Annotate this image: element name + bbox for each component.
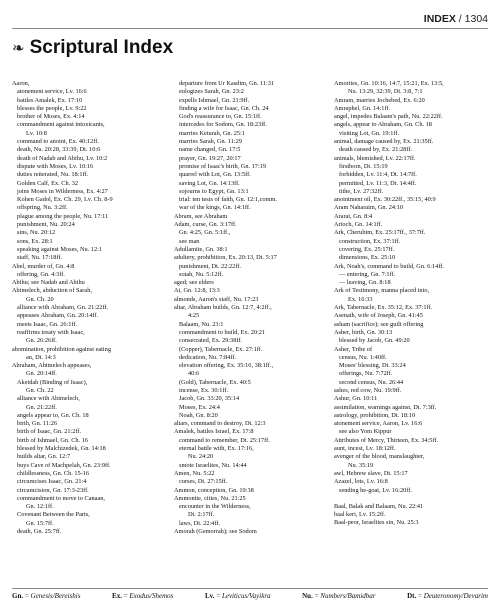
index-subentry: — leaving, Gn. 8:18	[339, 279, 391, 287]
index-subentry: Moses, Ex. 24:4	[179, 403, 220, 411]
index-subentry: Covenant Between the Parts,	[17, 511, 90, 519]
index-subentry: quarrel with Lot, Gn. 13:5ff.	[179, 171, 251, 179]
equals-sign: =	[121, 592, 130, 600]
index-subentry: sending he-goat, Lv. 16:20ff.	[339, 486, 412, 494]
index-subentry: Nu. 13:29, 32:39, Dt. 3:8, 7:1	[348, 88, 423, 96]
index-subentry: blesses the people, Lv. 9:22	[17, 104, 87, 112]
index-entry: Amram, marries Jochebed, Ex. 6:20	[334, 96, 425, 104]
index-entry: Abihu; see Nadab and Abihu	[12, 279, 85, 287]
index-subentry: Noah, Gn. 8:20	[179, 411, 218, 419]
index-entry: assimilation, warnings against, Dt. 7:3ff.	[334, 403, 437, 411]
abbreviation-item	[12, 592, 80, 600]
index-entry: astrology, prohibition, Dt. 18:10	[334, 411, 416, 419]
index-subentry: Gn. 15:7ff.	[26, 519, 54, 527]
index-subentry: (Copper), Tabernacle, Ex. 27:1ff.	[179, 345, 263, 353]
index-subentry: offerings, Nu. 7:72ff.	[339, 370, 393, 378]
index-subentry: saving Lot, Gn. 14:13ff.	[179, 179, 240, 187]
abbreviation-code: Lv.	[204, 592, 215, 600]
index-subentry: appeases Abraham, Gn. 20:14ff.	[17, 312, 99, 320]
index-entry: abomination, prohibition against eating	[12, 345, 111, 353]
page-separator: /	[458, 13, 465, 25]
index-subentry: death caused by, Ex. 21:28ff.	[339, 146, 413, 154]
index-subentry: blessed by Jacob, Gn. 49:20	[339, 337, 410, 345]
index-subentry: Gn. 12:1ff.	[26, 503, 54, 511]
index-subentry: marries Keturah, Gn. 25:1	[179, 129, 245, 137]
equals-sign: =	[214, 592, 222, 600]
index-subentry: sins, Nu. 20:12	[17, 229, 56, 237]
abbreviation-book-name: Exodus/Shemos	[129, 592, 174, 600]
index-column-left	[12, 80, 164, 580]
abbreviation-item	[112, 592, 173, 600]
index-entry: Asenath, wife of Joseph, Gn. 41:45	[334, 312, 423, 320]
index-subentry: encounter in the Wilderness,	[179, 503, 251, 511]
index-entry: Attributes of Mercy, Thirteen, Ex. 34:5ff.	[334, 436, 439, 444]
entry-gap	[334, 495, 488, 503]
running-head	[424, 13, 488, 25]
index-subentry: second census, Nu. 26:44	[339, 378, 404, 386]
index-entry: aunt, incest, Lv. 18:12ff.	[334, 445, 396, 453]
abbreviation-book-name: Genesis/Bereishis	[30, 592, 81, 600]
index-subentry: Gn. 21:22ff.	[26, 403, 57, 411]
fleuron-icon: ❧	[12, 39, 25, 57]
index-subentry: an, Dt. 14:3	[26, 353, 56, 361]
index-subentry: census, Nu. 1:40ff.	[339, 353, 387, 361]
index-subentry: Golden Calf, Ex. Ch. 32	[17, 179, 79, 187]
index-subentry: eulogizes Sarah, Gn. 23:2	[179, 88, 244, 96]
page-title	[12, 37, 173, 59]
index-subentry: commandment to move to Canaan,	[17, 494, 105, 502]
index-subentry: Dt. 2:17ff.	[188, 511, 215, 519]
index-subentry: death of Nadab and Abihu, Lv. 10:2	[17, 154, 108, 162]
page-title-text: Scriptural Index	[29, 37, 174, 58]
index-entry: Ark, Tabernacle, Ex. 35:12, Ex. 37:1ff.	[334, 304, 433, 312]
index-subentry: childlessness, Gn. Ch. 15-16	[17, 469, 90, 477]
index-subentry: offering, Gn. 4:3ff.	[17, 270, 65, 278]
index-subentry: dimensions, Ex. 25:10	[339, 254, 396, 262]
index-subentry: reaffirms treaty with Isaac,	[17, 328, 85, 336]
index-subentry: curses, Dt. 27:15ff.	[179, 478, 228, 486]
abbreviation-code: Gn.	[12, 592, 24, 600]
index-subentry: death, Gn. 25:7ff.	[17, 528, 62, 536]
index-subentry: brother of Moses, Ex. 4:14	[17, 113, 85, 121]
index-entry: Ark, Noah's, command to build, Gn. 6:14ff.	[334, 262, 444, 270]
index-subentry: meets Isaac, Gn. 26:1ff.	[17, 320, 78, 328]
index-subentry: eternal battle with, Ex. 17:16,	[179, 445, 254, 453]
index-subentry: finding a wife for Isaac, Gn. Ch. 24	[179, 104, 269, 112]
index-subentry: dedication, Nu. 7:84ff.	[179, 353, 237, 361]
index-subentry: Gn. 26:26ff.	[26, 337, 57, 345]
index-subentry: staff, Nu. 17:18ff.	[17, 254, 63, 262]
index-entry: baal keri, Lv. 15:2ff.	[334, 511, 386, 519]
index-subentry: Jacob, Gn. 33:20, 35:14	[179, 395, 240, 403]
index-subentry: incense, Ex. 30:1ff.	[179, 386, 229, 394]
index-subentry: sons, Ex. 28:1	[17, 237, 53, 245]
index-subentry: God's reassurance to, Gn. 15:1ff.	[179, 113, 262, 121]
index-entry: Amen, Nu. 5:22	[174, 469, 215, 477]
index-entry: altar, Abraham builds, Gn. 12:7, 4:2ff.,	[174, 304, 272, 312]
index-subentry: elevation offering, Ex. 35:16, 38:1ff.,	[179, 362, 274, 370]
index-entry: aged; see elders	[174, 279, 214, 287]
abbreviation-key	[12, 592, 488, 600]
index-entry: Aram Naharaim, Gn. 24:10	[334, 204, 404, 212]
index-subentry: name changed, Gn. 17:5	[179, 146, 241, 154]
index-subentry: marries Sarah, Gn. 11:29	[179, 138, 242, 146]
index-entry: Baal, Balak and Balaam, Nu. 22:41	[334, 502, 424, 510]
index-entry: Asher, Tribe of	[334, 345, 373, 353]
index-subentry: alliance with Abraham, Gn. 21:22ff.	[17, 304, 108, 312]
index-subentry: firstborn, Dt. 15:19	[339, 162, 388, 170]
index-columns	[12, 80, 488, 580]
index-subentry: Gn. Ch. 20	[26, 295, 54, 303]
index-entry: Abram, see Abraham	[174, 212, 228, 220]
index-subentry: forbidden, Lv. 11:4, Dt. 14:7ff.	[339, 171, 417, 179]
index-subentry: prayer, Gn. 19:27, 20:17	[179, 154, 241, 162]
index-subentry: atonement service, Lv. 16:6	[17, 88, 87, 96]
index-subentry: commandment against intoxicants,	[17, 121, 105, 129]
section-label: INDEX	[423, 13, 456, 25]
index-entry: Arioch, Gn. 14:1ff.	[334, 221, 383, 229]
index-subentry: offspring, Nu. 3:2ff.	[17, 204, 68, 212]
index-subentry: angels appear to, Gn. Ch. 18	[17, 411, 89, 419]
index-subentry: permitted, Lv. 11:3, Dt. 14:4ff.	[339, 179, 417, 187]
index-subentry: punishment, Dt. 22:22ff.	[179, 262, 241, 270]
index-entry: Baal-peor, Israelites sin, Nu. 25:3	[334, 519, 419, 527]
index-entry: Ai, Gn. 12:8, 13:3	[174, 287, 220, 295]
page-number: 1304	[464, 13, 488, 25]
index-entry: altars, command to destroy, Dt. 12:3	[174, 420, 266, 428]
index-entry: ashes, red cow, Nu. 19:9ff.	[334, 386, 402, 394]
index-subentry: 40:6	[188, 370, 200, 378]
index-subentry: see man	[179, 237, 200, 245]
equals-sign: =	[416, 592, 424, 600]
index-entry: Azazel, lots, Lv. 16:8	[334, 478, 388, 486]
index-entry: Abraham, Abimelech appeases,	[12, 362, 92, 370]
index-subentry: Moses' blessing, Dt. 33:24	[339, 362, 406, 370]
index-subentry: sotah, Nu. 5:12ff.	[179, 270, 224, 278]
index-entry: anointment oil, Ex. 30:22ff., 35:15, 40:9	[334, 196, 436, 204]
index-subentry: circumcises Isaac, Gn. 21:4	[17, 478, 87, 486]
index-entry: Amorah (Gemorrah); see Sodom	[174, 528, 257, 536]
header-rule	[12, 28, 488, 29]
index-column-middle	[174, 80, 324, 580]
abbreviation-book-name: Deuteronomy/Devarim	[423, 592, 488, 600]
index-entry: Ark of Testimony, manna placed into,	[334, 287, 430, 295]
index-subentry: consecrated, Ex. 29:38ff.	[179, 337, 243, 345]
index-subentry: dispute with Moses, Lv. 10:16	[17, 162, 94, 170]
index-subentry: death, Nu. 20:28, 33:39, Dt. 10:6	[17, 146, 101, 154]
index-subentry: construction, Ex. 37:1ff.	[339, 237, 401, 245]
abbreviation-item	[302, 592, 375, 600]
index-subentry: commandment to build, Ex. 20:21	[179, 328, 266, 336]
index-subentry: expells Ishmael, Gn. 21:9ff.	[179, 96, 250, 104]
index-entry: Ammon, conception, Gn. 19:38	[174, 486, 254, 494]
index-subentry: laws, Dt. 22:4ff.	[179, 519, 220, 527]
index-subentry: speaking against Moses, Nu. 12:1	[17, 245, 102, 253]
abbreviation-code: Nu.	[302, 592, 313, 600]
index-entry: Aaron,	[12, 80, 30, 87]
index-entry: Ararat, Gn. 8:4	[334, 212, 373, 220]
index-entry: Amalek, battles Israel, Ex. 17:8	[174, 428, 254, 436]
index-entry: Abel, murder of, Gn. 4:8	[12, 262, 75, 270]
index-subentry: Akeidah (Binding of Isaac),	[17, 378, 88, 386]
index-subentry: battles Amalek, Ex. 17:10	[17, 96, 83, 104]
index-entry: angels, appear to Abraham, Gn. Ch. 18	[334, 121, 432, 129]
equals-sign: =	[312, 592, 321, 600]
index-entry: Asher, birth, Gn. 30:13	[334, 328, 393, 336]
index-entry: animals, blemished, Lv. 22:17ff.	[334, 154, 416, 162]
index-subentry: circumcision, Gn. 17:3-23ff.	[17, 486, 89, 494]
index-subentry: 4:25	[188, 312, 200, 320]
index-subentry: alliance with Abimelech,	[17, 395, 80, 403]
index-subentry: command to remember, Dt. 25:17ff.	[179, 436, 270, 444]
index-subentry: war of the kings, Gn. 14:1ff.	[179, 204, 251, 212]
index-subentry: trial: ten tests of faith, Gn. 12:1,comm.	[179, 196, 277, 204]
index-subentry: covering, Ex. 25:17ff.	[339, 245, 395, 253]
index-subentry: (Gold), Tabernacle, Ex. 40:5	[179, 378, 251, 386]
index-subentry: Gn. 4:25, Gn. 5:1ff.,	[179, 229, 231, 237]
index-subentry: builds altar, Gn. 12:7	[17, 453, 71, 461]
index-entry: Ammonite, cities, Nu. 21:25	[174, 494, 246, 502]
index-subentry: Nu. 24:20	[188, 453, 214, 461]
index-entry: asham (sacrifice); see guilt offering	[334, 320, 424, 328]
index-entry: Adam, curse, Gn. 3:17ff.	[174, 221, 237, 229]
index-entry: Ashur, Gn. 10:11	[334, 395, 378, 403]
index-entry: angel, impedes Balaam's path, Nu. 22:22ff.	[334, 113, 443, 121]
abbreviation-code: Ex.	[112, 592, 122, 600]
index-entry: Abimelech, abduction of Sarah,	[12, 287, 92, 295]
index-subentry: Lv. 10:8	[26, 129, 47, 137]
index-subentry: tithe, Lv. 27:32ff.	[339, 187, 384, 195]
index-entry: avenger of the blood, manslaughter,	[334, 453, 425, 461]
index-subentry: command to anoint, Ex. 40:12ff.	[17, 138, 99, 146]
index-subentry: punishment, Nu. 20:24	[17, 221, 75, 229]
index-subentry: joins Moses in Wilderness, Ex. 4:27	[17, 187, 108, 195]
index-entry: almonds, Aaron's staff, Nu. 17:23	[174, 295, 259, 303]
index-subentry: plague among the people, Nu. 17:11	[17, 212, 109, 220]
index-entry: Amorites, Gn. 10:16, 14:7, 15:21, Ex. 13:5,	[334, 80, 444, 87]
index-entry: Adullamite, Gn. 38:1	[174, 245, 228, 253]
index-subentry: blessed by Malchizedek, Gn. 14:18	[17, 445, 106, 453]
index-subentry: duties reiterated, Nu. 18:1ff.	[17, 171, 89, 179]
index-subentry: smote Israelites, Nu. 14:44	[179, 461, 247, 469]
abbreviation-item	[407, 592, 488, 600]
index-subentry: buys Cave of Machpelah, Gn. 23:9ff.	[17, 461, 111, 469]
index-subentry: departure from Ur Kasdim, Gn. 11:31	[179, 80, 275, 87]
index-subentry: Balaam, Nu. 23:1	[179, 320, 224, 328]
index-subentry: — entering, Gn. 7:1ff.	[339, 270, 396, 278]
footer-rule	[12, 588, 488, 589]
index-subentry: Ex. 16:33	[348, 295, 373, 303]
equals-sign: =	[23, 592, 31, 600]
index-entry: awl, Hebrew slave, Dt. 15:17	[334, 469, 408, 477]
index-entry: atonement service, Aaron, Lv. 16:6	[334, 420, 423, 428]
abbreviation-item	[205, 592, 271, 600]
index-column-right	[334, 80, 488, 580]
index-subentry: see also Yom Kippur	[339, 428, 392, 436]
index-entry: animal, damage caused by, Ex. 21:35ff.	[334, 138, 434, 146]
index-subentry: promise of Isaac's birth, Gn. 17:19	[179, 162, 267, 170]
abbreviation-code: Dt.	[407, 592, 417, 600]
index-subentry: birth of Ishmael, Gn. Ch. 16	[17, 436, 89, 444]
index-subentry: visiting Lot, Gn. 19:1ff.	[339, 129, 400, 137]
index-entry: Ark, Cherubim, Ex. 25:17ff., 37:7ff.	[334, 229, 426, 237]
index-subentry: birth of Isaac, Gn. 21:2ff.	[17, 428, 82, 436]
index-subentry: Nu. 35:19	[348, 461, 374, 469]
abbreviation-book-name: Leviticus/Vayikra	[221, 592, 271, 600]
index-subentry: Gn. Ch. 22	[26, 386, 54, 394]
abbreviation-book-name: Numbers/Bamidbar	[320, 592, 376, 600]
index-subentry: intercedes for Sodom, Gn. 18:23ff.	[179, 121, 267, 129]
index-subentry: birth, Gn. 11:26	[17, 420, 57, 428]
index-subentry: Kohen Gadol, Ex. Ch. 29, Lv. Ch. 8-9	[17, 196, 113, 204]
index-subentry: sojourns to Egypt, Gn. 13:1	[179, 187, 249, 195]
index-entry: adultery, prohibition, Ex. 20:13, Dt. 5:17	[174, 254, 277, 262]
index-subentry: Gn. 20:14ff.	[26, 370, 57, 378]
index-entry: Amraphel, Gn. 14:1ff.	[334, 104, 391, 112]
